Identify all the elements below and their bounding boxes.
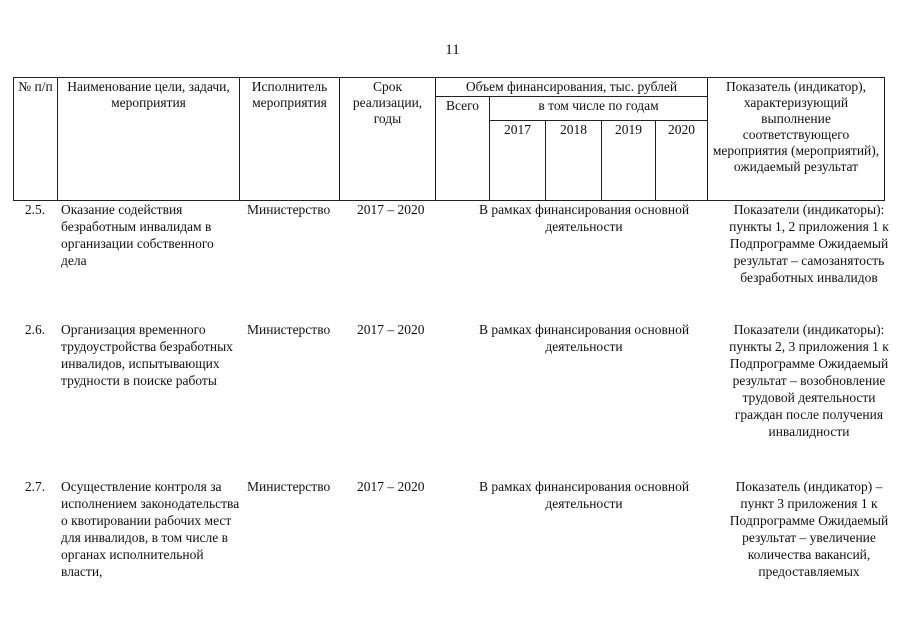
row-term: 2017 – 2020 [357, 202, 425, 217]
header-year: 2019 [602, 121, 656, 201]
row-executor: Министерство [247, 202, 331, 217]
table-header [13, 77, 885, 201]
row-number: 2.7. [24, 479, 46, 494]
row-indicator [720, 201, 898, 286]
row-indicator-text: пункт 3 приложения 1 к Подпрограмме Ожидаемый результат – увеличение количества вакансий, предоставляемых [729, 496, 889, 579]
header-executor: Исполнитель мероприятия [240, 78, 340, 201]
header-name: Наименование цели, задачи, мероприятия [58, 78, 240, 201]
row-indicator-label: Показатель (индикатор) – [735, 479, 883, 494]
row-indicator-text: пункты 1, 2 приложения 1 к Подпрограмме Ожидаемый результат – самозанятость безработных инвалидов [729, 219, 889, 285]
header-financing: Объем финансирования, тыс. рублей [436, 78, 708, 97]
row-name: Оказание содействия безработным инвалидам в организации собственного дела [61, 202, 214, 268]
header-num: № п/п [14, 78, 58, 201]
row-indicator [720, 478, 898, 580]
header-total: Всего [436, 97, 490, 201]
page-number: 11 [445, 42, 460, 58]
row-financing: В рамках финансирования основной деятельности [478, 322, 690, 354]
header-year: 2020 [656, 121, 708, 201]
header-year: 2018 [546, 121, 602, 201]
header-term: Срок реализации, годы [340, 78, 436, 201]
row-indicator-label: Показатели (индикаторы): [733, 202, 885, 217]
row-number: 2.6. [24, 322, 46, 337]
row-financing: В рамках финансирования основной деятельности [478, 202, 690, 234]
row-term: 2017 – 2020 [357, 322, 425, 337]
row-name: Организация временного трудоустройства безработных инвалидов, испытывающих трудности в поиске работы [61, 322, 233, 388]
row-executor: Министерство [247, 479, 331, 494]
row-financing: В рамках финансирования основной деятельности [478, 479, 690, 511]
row-executor: Министерство [247, 322, 331, 337]
header-year: 2017 [490, 121, 546, 201]
row-term: 2017 – 2020 [357, 479, 425, 494]
row-indicator-text: пункты 2, 3 приложения 1 к Подпрограмме Ожидаемый результат – возобновление трудовой деятельности граждан после получения инвалидности [729, 339, 889, 439]
row-name: Осуществление контроля за исполнением законодательства о квотировании рабочих мест для инвалидов, в том числе в органах исполнительной власти, [61, 479, 240, 579]
header-indicator: Показатель (индикатор), характеризующий выполнение соответствующего мероприятия (мероприятий), ожидаемый результат [708, 78, 885, 201]
header-by-years: в том числе по годам [490, 97, 708, 121]
row-number: 2.5. [24, 202, 46, 217]
row-indicator [720, 321, 898, 440]
row-indicator-label: Показатели (индикаторы): [733, 322, 885, 337]
